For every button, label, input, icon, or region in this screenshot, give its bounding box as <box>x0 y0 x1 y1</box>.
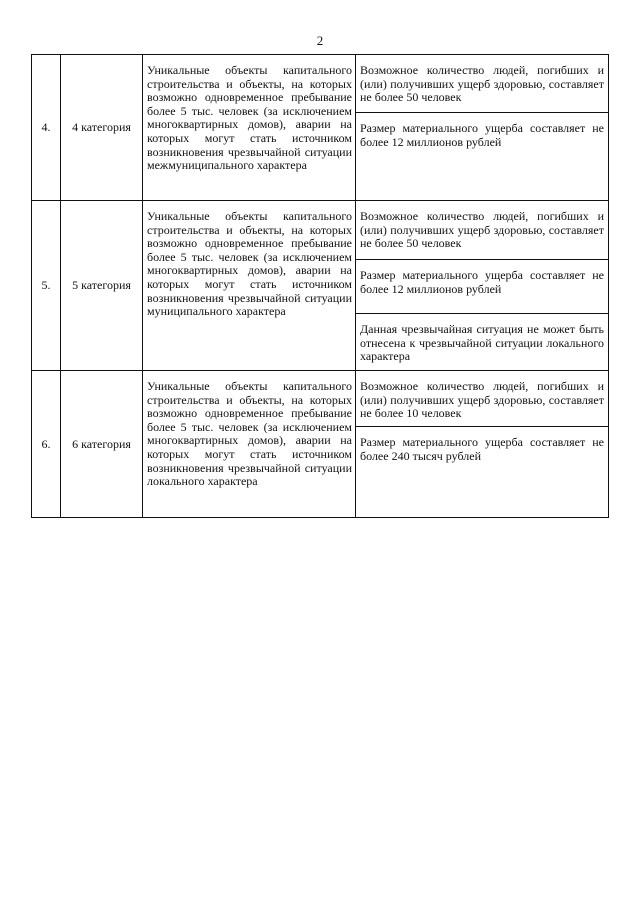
page-number: 2 <box>316 33 324 48</box>
criteria-cell <box>356 55 609 201</box>
row-number: 4. <box>32 55 61 201</box>
object-description-text: Уникальные объекты капитального строительства и объекты, на которых возможно одновременное пребывание более 5 тыс. человек (за исключением многоквартирных домов), аварии на которых могут стать источником возникновения чрезвычайной ситуации межмуниципального характера <box>147 63 352 173</box>
criterion-damage: Размер материального ущерба составляет не более 240 тысяч рублей <box>360 435 604 463</box>
object-description-text: Уникальные объекты капитального строительства и объекты, на которых возможно одновременное пребывание более 5 тыс. человек (за исключением многоквартирных домов), аварии на которых могут стать источником возникновения чрезвычайной ситуации локального характера <box>147 379 352 489</box>
row-number: 5. <box>32 201 61 371</box>
criterion-damage: Размер материального ущерба составляет не более 12 миллионов рублей <box>360 121 604 149</box>
object-description <box>143 55 356 201</box>
table-row <box>32 201 609 371</box>
criteria-cell <box>356 371 609 518</box>
criterion-casualties: Возможное количество людей, погибших и (или) получивших ущерб здоровью, составляет не более 50 человек <box>356 55 608 113</box>
object-description-text: Уникальные объекты капитального строительства и объекты, на которых возможно одновременное пребывание более 5 тыс. человек (за исключением многоквартирных домов), аварии на которых могут стать источником возникновения чрезвычайной ситуации муниципального характера <box>147 209 352 319</box>
criteria-cell <box>356 201 609 371</box>
object-description <box>143 371 356 518</box>
table-row <box>32 371 609 518</box>
criterion-casualties: Возможное количество людей, погибших и (или) получивших ущерб здоровью, составляет не более 50 человек <box>356 201 608 260</box>
criterion-damage: Размер материального ущерба составляет не более 12 миллионов рублей <box>356 260 608 314</box>
category-name: 4 категория <box>61 55 143 201</box>
category-table <box>31 54 609 518</box>
category-name: 6 категория <box>61 371 143 518</box>
table-row <box>32 55 609 201</box>
object-description <box>143 201 356 371</box>
category-name: 5 категория <box>61 201 143 371</box>
row-number: 6. <box>32 371 61 518</box>
criterion-not-local: Данная чрезвычайная ситуация не может быть отнесена к чрезвычайной ситуации локального характера <box>360 322 604 364</box>
criterion-casualties: Возможное количество людей, погибших и (или) получивших ущерб здоровью, составляет не более 10 человек <box>356 371 608 427</box>
